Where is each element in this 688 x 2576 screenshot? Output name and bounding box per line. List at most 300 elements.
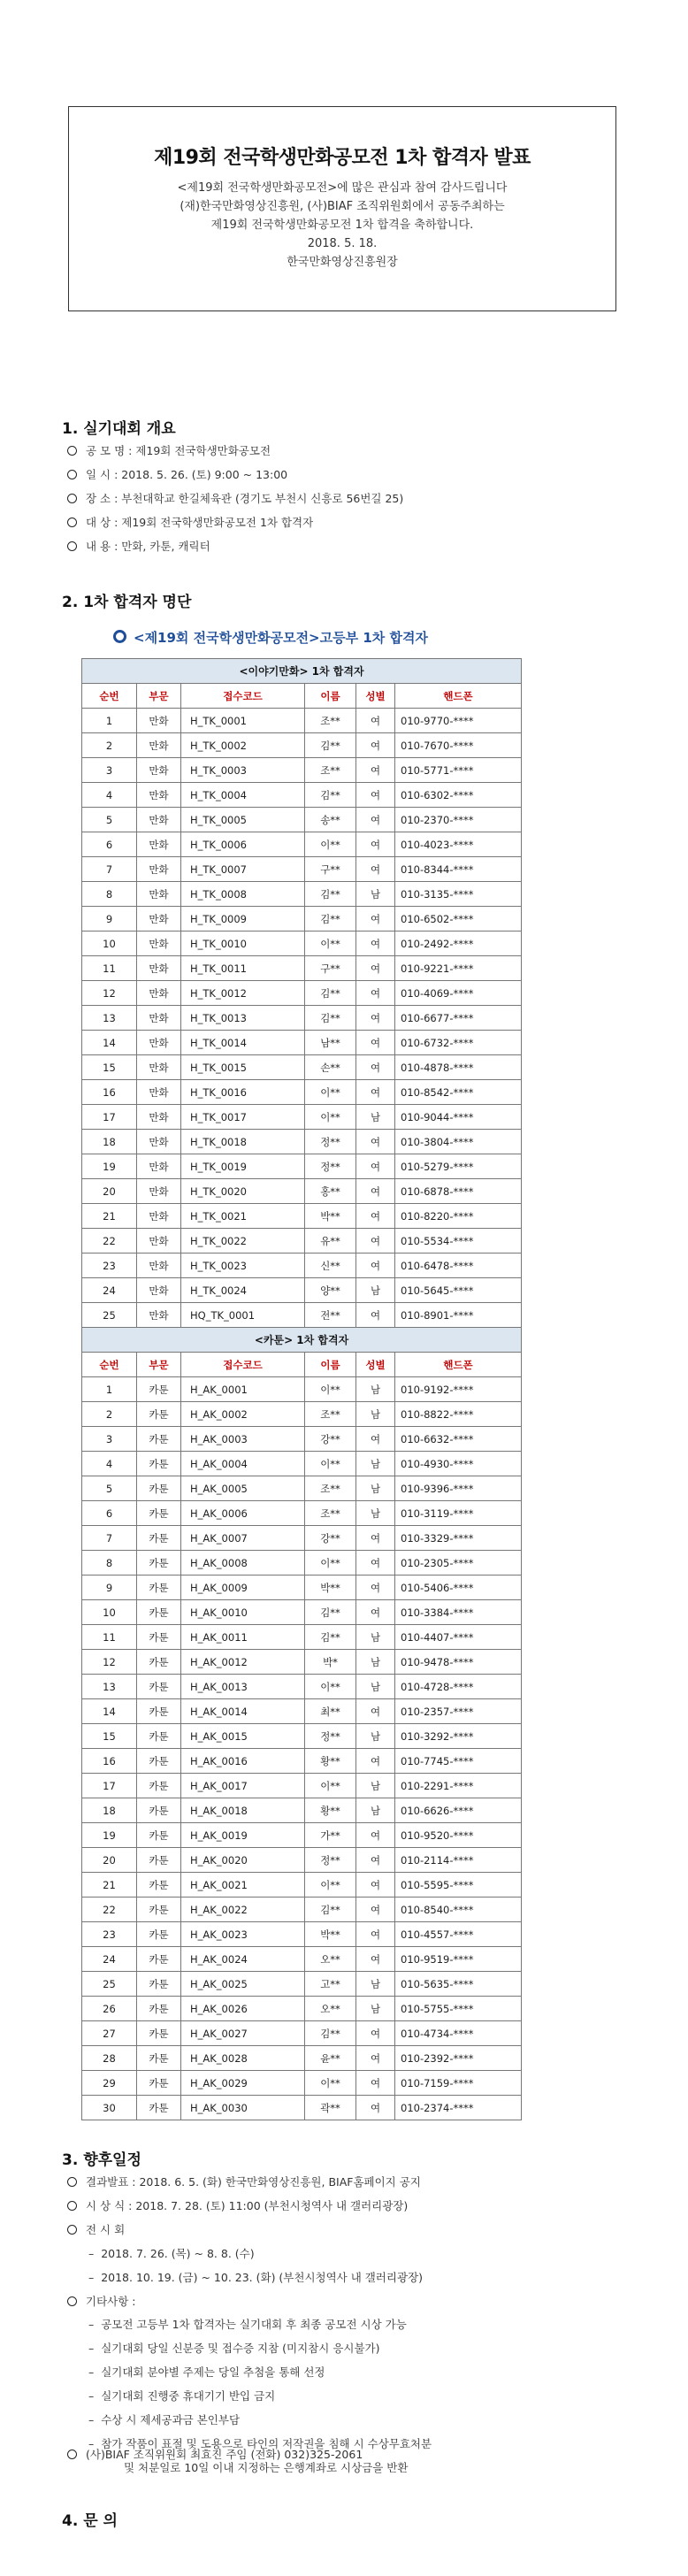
group-title-row <box>82 1328 522 1353</box>
cell-category: 카툰 <box>137 1476 181 1501</box>
cell-phone: 010-6677-**** <box>395 1006 522 1031</box>
pass-list-body <box>82 659 522 2120</box>
cell-gender: 여 <box>356 1600 395 1625</box>
cell-phone: 010-2114-**** <box>395 1848 522 1873</box>
cell-phone: 010-9221-**** <box>395 956 522 981</box>
table-row <box>82 1997 522 2021</box>
note-item: – 참가 작품이 표절 및 도용으로 타인의 저작권을 침해 시 수상무효처분 <box>88 2437 432 2450</box>
table-row <box>82 1204 522 1229</box>
cell-name: 이** <box>305 1452 356 1476</box>
cell-name: 김** <box>305 1006 356 1031</box>
table-row <box>82 1031 522 1055</box>
cell-index: 25 <box>82 1972 137 1997</box>
table-row <box>82 1848 522 1873</box>
cell-phone: 010-8220-**** <box>395 1204 522 1229</box>
note-item: – 실기대회 당일 신분증 및 접수증 지참 (미지참시 응시불가) <box>88 2342 380 2355</box>
table-caption: <제19회 전국학생만화공모전>고등부 1차 합격자 <box>113 628 428 647</box>
cell-index: 24 <box>82 1947 137 1972</box>
cell-name: 이** <box>305 1873 356 1898</box>
cell-code: H_AK_0015 <box>181 1724 305 1749</box>
cell-name: 정** <box>305 1130 356 1154</box>
cell-code: H_AK_0009 <box>181 1576 305 1600</box>
cell-gender: 여 <box>356 1031 395 1055</box>
table-row <box>82 709 522 733</box>
cell-gender: 여 <box>356 783 395 808</box>
cell-gender: 여 <box>356 1898 395 1922</box>
cell-gender: 남 <box>356 1625 395 1650</box>
cell-phone: 010-4557-**** <box>395 1922 522 1947</box>
cell-index: 10 <box>82 932 137 956</box>
table-row <box>82 832 522 857</box>
cell-index: 26 <box>82 1997 137 2021</box>
cell-code: H_AK_0020 <box>181 1848 305 1873</box>
pass-list-table <box>81 658 522 2120</box>
announcement-title: 제19회 전국학생만화공모전 1차 합격자 발표 <box>154 147 531 169</box>
cell-code: H_AK_0022 <box>181 1898 305 1922</box>
cell-code: H_AK_0030 <box>181 2096 305 2120</box>
table-row <box>82 956 522 981</box>
cell-category: 카툰 <box>137 1576 181 1600</box>
cell-category: 만화 <box>137 857 181 882</box>
schedule-item: 결과발표 : 2018. 6. 5. (화) 한국만화영상진흥원, BIAF홈페이지 공지 <box>67 2174 421 2189</box>
cell-name: 강** <box>305 1526 356 1551</box>
table-row <box>82 733 522 758</box>
cell-category: 만화 <box>137 882 181 907</box>
cell-gender: 여 <box>356 1526 395 1551</box>
cell-code: H_AK_0017 <box>181 1774 305 1798</box>
cell-index: 9 <box>82 907 137 932</box>
cell-phone: 010-9770-**** <box>395 709 522 733</box>
announcement-box <box>68 106 616 311</box>
column-header-gender: 성별 <box>356 1353 395 1377</box>
cell-gender: 여 <box>356 981 395 1006</box>
cell-category: 만화 <box>137 1278 181 1303</box>
cell-category: 카툰 <box>137 1675 181 1699</box>
circle-bullet-icon <box>67 2296 77 2306</box>
cell-phone: 010-3804-**** <box>395 1130 522 1154</box>
cell-name: 윤** <box>305 2046 356 2071</box>
cell-code: H_AK_0011 <box>181 1625 305 1650</box>
table-row <box>82 1526 522 1551</box>
table-row <box>82 1501 522 1526</box>
cell-gender: 남 <box>356 1377 395 1402</box>
cell-phone: 010-6626-**** <box>395 1798 522 1823</box>
cell-code: H_AK_0029 <box>181 2071 305 2096</box>
cell-category: 카툰 <box>137 1699 181 1724</box>
circle-bullet-icon <box>67 470 77 479</box>
cell-category: 카툰 <box>137 1922 181 1947</box>
cell-phone: 010-3384-**** <box>395 1600 522 1625</box>
cell-phone: 010-2374-**** <box>395 2096 522 2120</box>
cell-name: 오** <box>305 1997 356 2021</box>
cell-category: 카툰 <box>137 2071 181 2096</box>
table-row <box>82 1699 522 1724</box>
table-row <box>82 882 522 907</box>
cell-index: 27 <box>82 2021 137 2046</box>
cell-index: 22 <box>82 1229 137 1254</box>
table-row <box>82 1898 522 1922</box>
cell-name: 강** <box>305 1427 356 1452</box>
cell-gender: 여 <box>356 956 395 981</box>
cell-index: 12 <box>82 1650 137 1675</box>
cell-code: H_AK_0003 <box>181 1427 305 1452</box>
table-row <box>82 2071 522 2096</box>
cell-category: 만화 <box>137 932 181 956</box>
circle-bullet-icon <box>67 518 77 527</box>
cell-name: 이** <box>305 1675 356 1699</box>
cell-gender: 남 <box>356 1452 395 1476</box>
cell-gender: 여 <box>356 857 395 882</box>
cell-index: 1 <box>82 1377 137 1402</box>
cell-category: 카툰 <box>137 1972 181 1997</box>
cell-gender: 여 <box>356 1427 395 1452</box>
cell-name: 조** <box>305 1501 356 1526</box>
cell-code: H_AK_0013 <box>181 1675 305 1699</box>
cell-name: 김** <box>305 783 356 808</box>
table-row <box>82 857 522 882</box>
column-header-code: 접수코드 <box>181 684 305 709</box>
cell-index: 28 <box>82 2046 137 2071</box>
cell-category: 카툰 <box>137 1749 181 1774</box>
table-header-row <box>82 684 522 709</box>
cell-gender: 여 <box>356 1551 395 1576</box>
cell-phone: 010-4023-**** <box>395 832 522 857</box>
cell-category: 만화 <box>137 1229 181 1254</box>
cell-name: 김** <box>305 2021 356 2046</box>
cell-category: 카툰 <box>137 1427 181 1452</box>
cell-name: 송** <box>305 808 356 832</box>
cell-name: 김** <box>305 1625 356 1650</box>
table-row <box>82 1154 522 1179</box>
cell-phone: 010-8344-**** <box>395 857 522 882</box>
cell-index: 20 <box>82 1848 137 1873</box>
cell-index: 24 <box>82 1278 137 1303</box>
column-header-category: 부문 <box>137 684 181 709</box>
cell-category: 카툰 <box>137 1724 181 1749</box>
cell-index: 15 <box>82 1724 137 1749</box>
table-row <box>82 1476 522 1501</box>
cell-name: 박* <box>305 1650 356 1675</box>
cell-category: 만화 <box>137 956 181 981</box>
cell-code: H_AK_0008 <box>181 1551 305 1576</box>
table-row <box>82 2021 522 2046</box>
cell-name: 조** <box>305 709 356 733</box>
cell-phone: 010-6302-**** <box>395 783 522 808</box>
table-row <box>82 758 522 783</box>
cell-phone: 010-5755-**** <box>395 1997 522 2021</box>
column-header-phone: 핸드폰 <box>395 1353 522 1377</box>
table-row <box>82 1130 522 1154</box>
cell-phone: 010-5279-**** <box>395 1154 522 1179</box>
cell-phone: 010-9478-**** <box>395 1650 522 1675</box>
cell-index: 10 <box>82 1600 137 1625</box>
cell-name: 황** <box>305 1749 356 1774</box>
cell-category: 카툰 <box>137 1402 181 1427</box>
cell-phone: 010-9519-**** <box>395 1947 522 1972</box>
note-item: – 실기대회 진행중 휴대기기 반입 금지 <box>88 2389 276 2403</box>
cell-code: H_TK_0012 <box>181 981 305 1006</box>
cell-gender: 남 <box>356 1402 395 1427</box>
cell-index: 5 <box>82 808 137 832</box>
circle-bullet-icon <box>67 541 77 551</box>
column-header-index: 순번 <box>82 1353 137 1377</box>
table-row <box>82 1551 522 1576</box>
cell-code: H_AK_0028 <box>181 2046 305 2071</box>
cell-code: H_TK_0023 <box>181 1254 305 1278</box>
cell-code: H_TK_0006 <box>181 832 305 857</box>
note-item: – 실기대회 분야별 주제는 당일 추첨을 통해 선정 <box>88 2365 325 2379</box>
overview-item: 대 상 : 제19회 전국학생만화공모전 1차 합격자 <box>67 514 313 530</box>
cell-name: 박** <box>305 1922 356 1947</box>
cell-code: H_TK_0022 <box>181 1229 305 1254</box>
cell-code: H_AK_0016 <box>181 1749 305 1774</box>
cell-category: 만화 <box>137 907 181 932</box>
cell-phone: 010-6732-**** <box>395 1031 522 1055</box>
table-row <box>82 1105 522 1130</box>
cell-code: H_TK_0003 <box>181 758 305 783</box>
table-row <box>82 1278 522 1303</box>
cell-phone: 010-3119-**** <box>395 1501 522 1526</box>
cell-gender: 여 <box>356 1303 395 1328</box>
column-header-name: 이름 <box>305 1353 356 1377</box>
cell-name: 이** <box>305 1774 356 1798</box>
cell-code: H_TK_0009 <box>181 907 305 932</box>
cell-code: HQ_TK_0001 <box>181 1303 305 1328</box>
cell-name: 곽** <box>305 2096 356 2120</box>
cell-category: 카툰 <box>137 1625 181 1650</box>
cell-index: 12 <box>82 981 137 1006</box>
cell-index: 11 <box>82 1625 137 1650</box>
cell-index: 4 <box>82 783 137 808</box>
cell-gender: 여 <box>356 1749 395 1774</box>
cell-phone: 010-9396-**** <box>395 1476 522 1501</box>
column-header-index: 순번 <box>82 684 137 709</box>
cell-category: 카툰 <box>137 1848 181 1873</box>
cell-gender: 여 <box>356 1848 395 1873</box>
cell-phone: 010-5595-**** <box>395 1873 522 1898</box>
cell-phone: 010-5771-**** <box>395 758 522 783</box>
table-row <box>82 1972 522 1997</box>
cell-code: H_TK_0007 <box>181 857 305 882</box>
cell-code: H_AK_0002 <box>181 1402 305 1427</box>
cell-code: H_TK_0014 <box>181 1031 305 1055</box>
cell-name: 이** <box>305 832 356 857</box>
cell-phone: 010-2357-**** <box>395 1699 522 1724</box>
cell-code: H_AK_0010 <box>181 1600 305 1625</box>
schedule-item: 시 상 식 : 2018. 7. 28. (토) 11:00 (부천시청역사 내 갤러리광장) <box>67 2197 408 2213</box>
cell-index: 4 <box>82 1452 137 1476</box>
cell-gender: 여 <box>356 758 395 783</box>
cell-index: 17 <box>82 1105 137 1130</box>
cell-name: 손** <box>305 1055 356 1080</box>
cell-code: H_TK_0005 <box>181 808 305 832</box>
circle-bullet-icon <box>67 2177 77 2187</box>
cell-code: H_AK_0014 <box>181 1699 305 1724</box>
cell-name: 김** <box>305 981 356 1006</box>
cell-phone: 010-3135-**** <box>395 882 522 907</box>
cell-name: 김** <box>305 907 356 932</box>
cell-phone: 010-4878-**** <box>395 1055 522 1080</box>
cell-category: 만화 <box>137 783 181 808</box>
cell-code: H_AK_0001 <box>181 1377 305 1402</box>
table-header-row <box>82 1353 522 1377</box>
cell-category: 만화 <box>137 1254 181 1278</box>
table-row <box>82 1254 522 1278</box>
cell-gender: 여 <box>356 1254 395 1278</box>
cell-code: H_AK_0006 <box>181 1501 305 1526</box>
table-row <box>82 907 522 932</box>
cell-index: 16 <box>82 1749 137 1774</box>
cell-gender: 여 <box>356 1130 395 1154</box>
cell-name: 이** <box>305 932 356 956</box>
cell-index: 1 <box>82 709 137 733</box>
cell-category: 만화 <box>137 1179 181 1204</box>
cell-gender: 여 <box>356 2021 395 2046</box>
cell-gender: 여 <box>356 1179 395 1204</box>
cell-name: 김** <box>305 1600 356 1625</box>
table-row <box>82 1749 522 1774</box>
cell-name: 김** <box>305 882 356 907</box>
cell-name: 오** <box>305 1947 356 1972</box>
cell-name: 정** <box>305 1848 356 1873</box>
circle-bullet-icon <box>67 2450 77 2459</box>
table-row <box>82 1650 522 1675</box>
cell-code: H_AK_0007 <box>181 1526 305 1551</box>
cell-phone: 010-6878-**** <box>395 1179 522 1204</box>
cell-gender: 여 <box>356 1229 395 1254</box>
cell-name: 조** <box>305 1476 356 1501</box>
cell-index: 25 <box>82 1303 137 1328</box>
cell-index: 2 <box>82 733 137 758</box>
cell-code: H_TK_0020 <box>181 1179 305 1204</box>
table-row <box>82 1675 522 1699</box>
note-item: – 수상 시 제세공과금 본인부담 <box>88 2413 241 2426</box>
cell-index: 18 <box>82 1130 137 1154</box>
cell-phone: 010-5645-**** <box>395 1278 522 1303</box>
group-title: <카툰> 1차 합격자 <box>82 1328 522 1353</box>
cell-phone: 010-3292-**** <box>395 1724 522 1749</box>
cell-category: 만화 <box>137 709 181 733</box>
cell-gender: 남 <box>356 1278 395 1303</box>
cell-category: 카툰 <box>137 1526 181 1551</box>
table-row <box>82 2096 522 2120</box>
schedule-item: 기타사항 : <box>67 2293 136 2309</box>
cell-category: 만화 <box>137 1055 181 1080</box>
group-title-row <box>82 659 522 684</box>
cell-name: 홍** <box>305 1179 356 1204</box>
cell-index: 17 <box>82 1774 137 1798</box>
cell-gender: 여 <box>356 907 395 932</box>
cell-gender: 남 <box>356 1798 395 1823</box>
cell-phone: 010-2291-**** <box>395 1774 522 1798</box>
cell-category: 만화 <box>137 1031 181 1055</box>
cell-name: 이** <box>305 2071 356 2096</box>
cell-index: 15 <box>82 1055 137 1080</box>
note-item: – 공모전 고등부 1차 합격자는 실기대회 후 최종 공모전 시상 가능 <box>88 2318 407 2331</box>
cell-code: H_AK_0021 <box>181 1873 305 1898</box>
cell-gender: 여 <box>356 1080 395 1105</box>
cell-code: H_TK_0011 <box>181 956 305 981</box>
announcement-line: (재)한국만화영상진흥원, (사)BIAF 조직위원회에서 공동주최하는 <box>180 200 505 213</box>
cell-category: 카툰 <box>137 1501 181 1526</box>
cell-gender: 여 <box>356 808 395 832</box>
cell-category: 만화 <box>137 1204 181 1229</box>
cell-category: 만화 <box>137 1154 181 1179</box>
cell-code: H_TK_0019 <box>181 1154 305 1179</box>
announcement-body <box>69 179 615 272</box>
contact-info: (사)BIAF 조직위원회 최효진 주임 (전화) 032)325-2061 <box>67 2446 363 2462</box>
table-row <box>82 2046 522 2071</box>
cell-name: 남** <box>305 1031 356 1055</box>
cell-gender: 남 <box>356 1650 395 1675</box>
cell-category: 만화 <box>137 808 181 832</box>
table-row <box>82 1576 522 1600</box>
cell-phone: 010-2305-**** <box>395 1551 522 1576</box>
table-row <box>82 808 522 832</box>
cell-index: 19 <box>82 1823 137 1848</box>
cell-phone: 010-7745-**** <box>395 1749 522 1774</box>
cell-code: H_AK_0019 <box>181 1823 305 1848</box>
cell-index: 11 <box>82 956 137 981</box>
circle-bullet-icon <box>67 2225 77 2235</box>
cell-phone: 010-5534-**** <box>395 1229 522 1254</box>
table-row <box>82 932 522 956</box>
cell-name: 전** <box>305 1303 356 1328</box>
cell-phone: 010-4407-**** <box>395 1625 522 1650</box>
announcement-org: 한국만화영상진흥원장 <box>287 256 398 269</box>
cell-gender: 남 <box>356 1105 395 1130</box>
cell-category: 카툰 <box>137 2096 181 2120</box>
circle-bullet-icon <box>67 494 77 503</box>
cell-category: 만화 <box>137 832 181 857</box>
cell-code: H_AK_0027 <box>181 2021 305 2046</box>
cell-gender: 여 <box>356 2071 395 2096</box>
cell-category: 만화 <box>137 1080 181 1105</box>
cell-index: 3 <box>82 1427 137 1452</box>
circle-bullet-icon <box>67 2201 77 2211</box>
cell-phone: 010-4930-**** <box>395 1452 522 1476</box>
overview-item: 일 시 : 2018. 5. 26. (토) 9:00 ~ 13:00 <box>67 466 287 482</box>
cell-category: 카툰 <box>137 1997 181 2021</box>
table-row <box>82 1229 522 1254</box>
cell-gender: 여 <box>356 1055 395 1080</box>
table-row <box>82 1452 522 1476</box>
column-header-gender: 성별 <box>356 684 395 709</box>
section-schedule-title: 3. 향후일정 <box>62 2151 141 2169</box>
cell-code: H_TK_0001 <box>181 709 305 733</box>
cell-code: H_TK_0018 <box>181 1130 305 1154</box>
cell-gender: 남 <box>356 1501 395 1526</box>
cell-name: 고** <box>305 1972 356 1997</box>
cell-phone: 010-6478-**** <box>395 1254 522 1278</box>
cell-name: 김** <box>305 733 356 758</box>
cell-code: H_AK_0026 <box>181 1997 305 2021</box>
cell-phone: 010-2370-**** <box>395 808 522 832</box>
section-contact-title: 4. 문 의 <box>62 2512 118 2530</box>
table-row <box>82 1625 522 1650</box>
circle-bullet-icon <box>113 630 126 643</box>
cell-gender: 여 <box>356 832 395 857</box>
table-row <box>82 1006 522 1031</box>
cell-name: 이** <box>305 1377 356 1402</box>
cell-gender: 남 <box>356 1972 395 1997</box>
cell-category: 카툰 <box>137 2021 181 2046</box>
cell-gender: 여 <box>356 932 395 956</box>
cell-category: 카툰 <box>137 2046 181 2071</box>
cell-category: 카툰 <box>137 1873 181 1898</box>
cell-category: 만화 <box>137 758 181 783</box>
column-header-code: 접수코드 <box>181 1353 305 1377</box>
